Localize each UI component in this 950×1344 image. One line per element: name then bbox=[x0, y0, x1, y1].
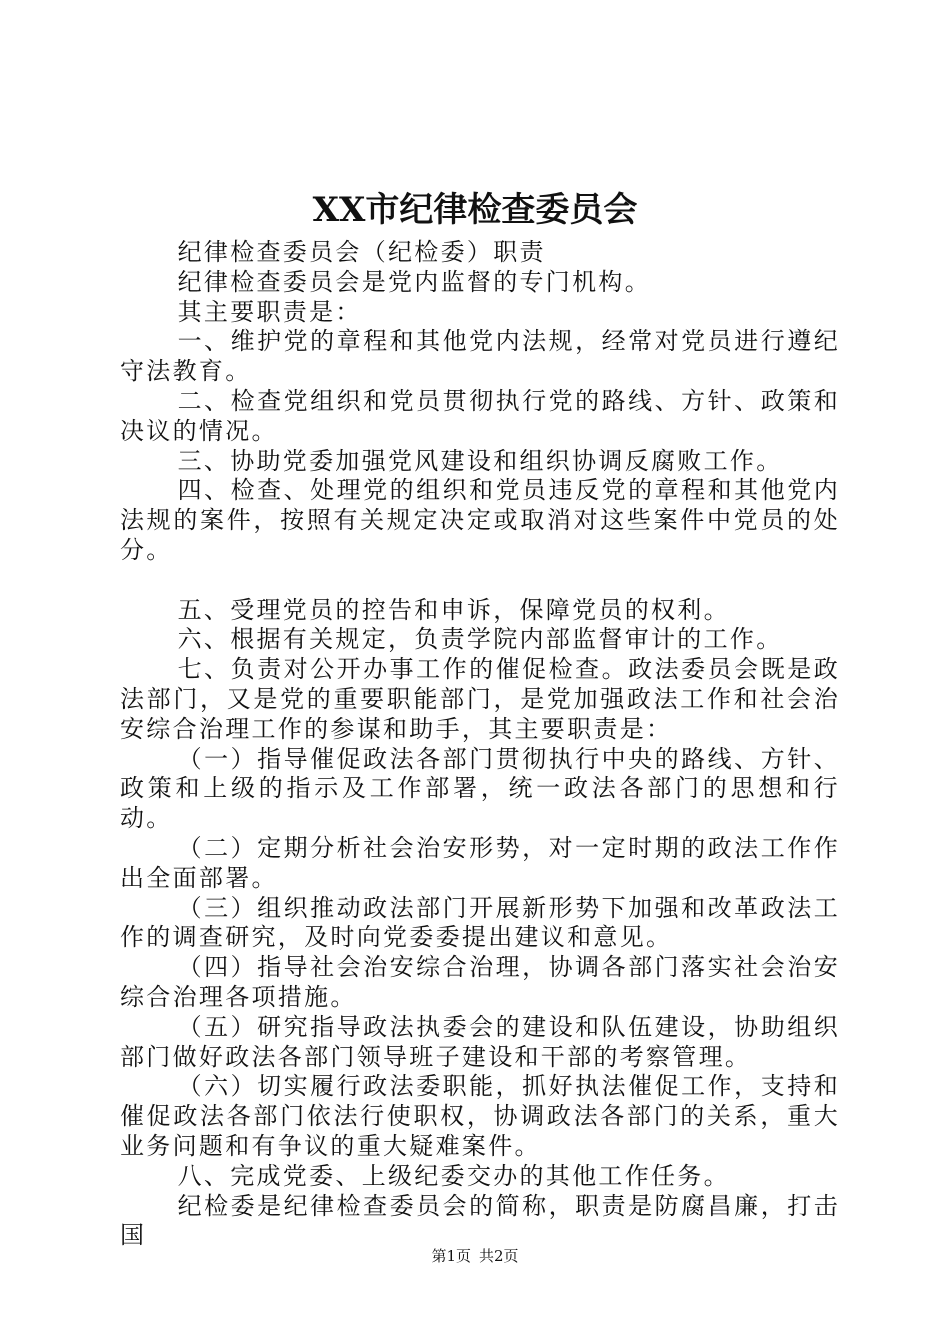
paragraph: （三）组织推动政法部门开展新形势下加强和改革政法工作的调查研究，及时向党委委提出建议和意见。 bbox=[120, 893, 840, 952]
paragraph: 五、受理党员的控告和申诉，保障党员的权利。 bbox=[177, 595, 730, 624]
paragraph: （二）定期分析社会治安形势，对一定时期的政法工作作出全面部署。 bbox=[120, 833, 840, 892]
paragraph: （一）指导催促政法各部门贯彻执行中央的路线、方针、政策和上级的指示及工作部署，统一政法各部门的思想和行动。 bbox=[120, 744, 840, 833]
paragraph: 三、协助党委加强党风建设和组织协调反腐败工作。 bbox=[177, 446, 783, 475]
document-title: XX市纪律检查委员会 bbox=[312, 190, 638, 230]
paragraph: 纪检委是纪律检查委员会的简称，职责是防腐昌廉，打击国 bbox=[120, 1191, 840, 1250]
paragraph: 纪律检查委员会（纪检委）职责 bbox=[177, 238, 546, 266]
paragraph: 六、根据有关规定，负责学院内部监督审计的工作。 bbox=[177, 625, 783, 654]
page-number-current: 第1页 bbox=[431, 1247, 471, 1265]
paragraph: （四）指导社会治安综合治理，协调各部门落实社会治安综合治理各项措施。 bbox=[120, 953, 840, 1011]
paragraph: 一、维护党的章程和其他党内法规，经常对党员进行遵纪守法教育。 bbox=[120, 327, 840, 386]
document-body bbox=[120, 238, 840, 1251]
paragraph: 二、检查党组织和党员贯彻执行党的路线、方针、政策和决议的情况。 bbox=[120, 386, 840, 445]
paragraph: 其主要职责是： bbox=[177, 297, 362, 326]
page-footer bbox=[0, 1245, 950, 1267]
paragraph: （五）研究指导政法执委会的建设和队伍建设，协助组织部门做好政法各部门领导班子建设和干部的考察管理。 bbox=[120, 1012, 840, 1071]
paragraph: 四、检查、处理党的组织和党员违反党的章程和其他党内法规的案件，按照有关规定决定或取消对这些案件中党员的处分。 bbox=[120, 476, 840, 564]
paragraph: 八、完成党委、上级纪委交办的其他工作任务。 bbox=[177, 1161, 730, 1190]
paragraph: 七、负责对公开办事工作的催促检查。政法委员会既是政法部门，又是党的重要职能部门，是党加强政法工作和社会治安综合治理工作的参谋和助手，其主要职责是： bbox=[120, 655, 840, 743]
page-number-total: 共2页 bbox=[479, 1247, 519, 1265]
paragraph: 纪律检查委员会是党内监督的专门机构。 bbox=[177, 267, 651, 296]
paragraph: （六）切实履行政法委职能，抓好执法催促工作，支持和催促政法各部门依法行使职权，协调政法各部门的关系，重大业务问题和有争议的重大疑难案件。 bbox=[120, 1072, 840, 1160]
